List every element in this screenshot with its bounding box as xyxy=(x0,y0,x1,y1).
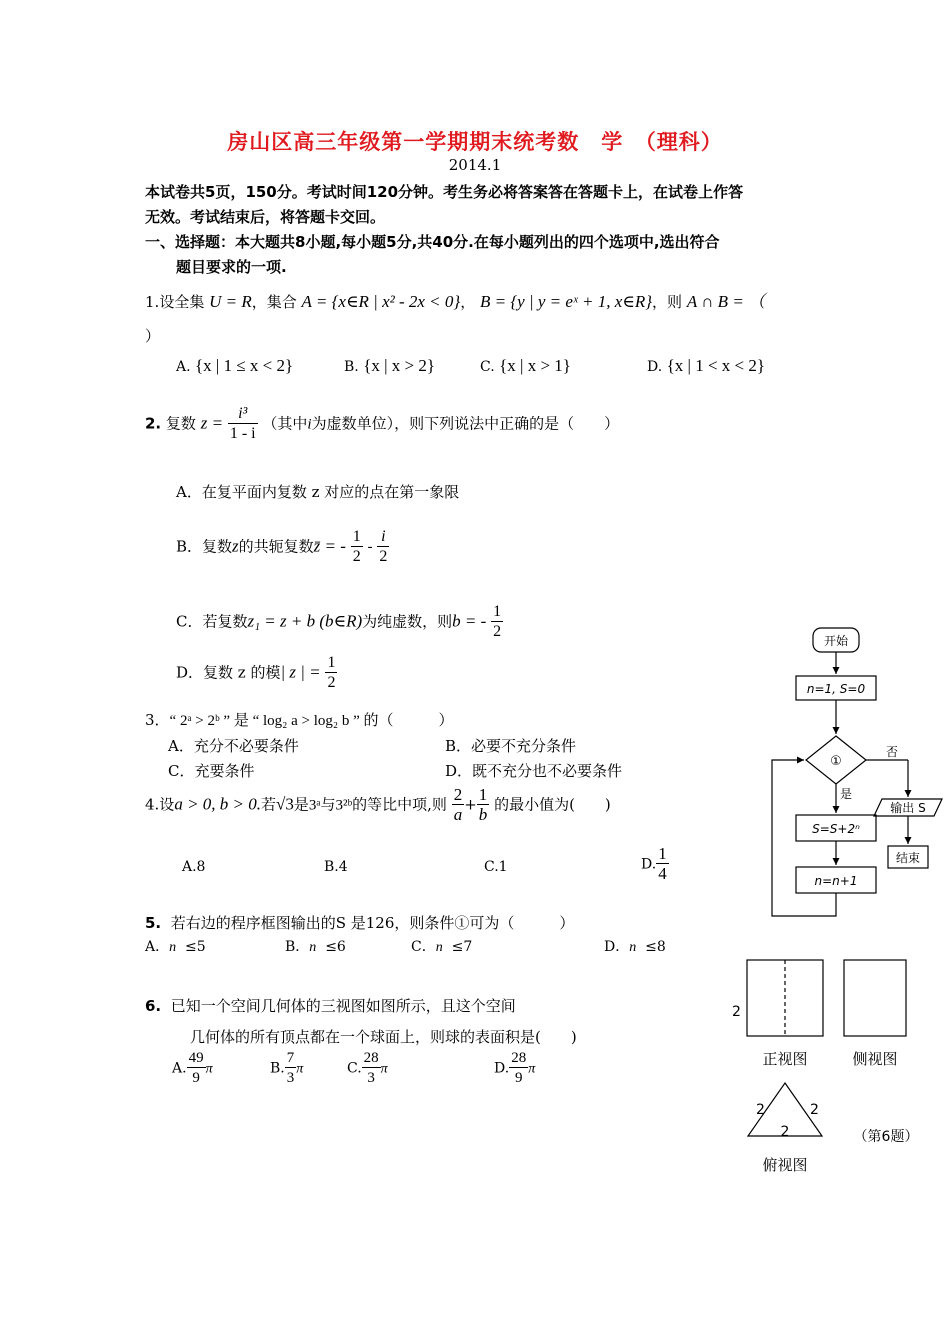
q1-option-a: A. {x | 1 ≤ x < 2} xyxy=(176,356,294,375)
intro-line-1: 本试卷共5页，150分。考试时间120分钟。考生务必将答案答在答题卡上，在试卷上作答 xyxy=(145,183,744,201)
q4-option-d: D. $\frac{1}{4}$ xyxy=(641,844,667,883)
question-3: 3．“ 2ᵃ > 2ᵇ ” 是 “ log₂ a > log₂ b ” 的（ ） xyxy=(145,711,454,729)
figure-caption: （第6题） xyxy=(853,1129,919,1145)
q1-set-a: A = {x∈R | x² - 2x < 0} xyxy=(301,292,461,311)
q1-option-c: C. {x | x > 1} xyxy=(480,356,571,375)
q2-option-c: C．若复数z₁ = z + b (b∈R)为纯虚数，则b = - $\frac{1}{2}$ xyxy=(176,603,502,640)
flow-condition-label: ① xyxy=(830,754,842,769)
flow-output-label: 输出 S xyxy=(890,801,926,815)
q2-option-a: A．在复平面内复数 z 对应的点在第一象限 xyxy=(176,483,460,501)
q2-text-b: （其中 xyxy=(262,414,308,433)
section-heading-line-1: 一、选择题：本大题共8小题,每小题5分,共40分.在每小题列出的四个选项中,选出符合 xyxy=(145,233,720,251)
q6-option-d: D. $\frac{28}{9}$ π xyxy=(494,1050,536,1086)
flow-update-s-label: S=S+2ⁿ xyxy=(812,822,860,836)
exam-date: 2014.1 xyxy=(448,156,502,174)
q2-z: z = xyxy=(200,413,224,433)
flow-end-label: 结束 xyxy=(895,851,921,865)
q3-option-b: B．必要不充分条件 xyxy=(445,737,577,755)
q4-option-c: C.1 xyxy=(484,859,508,875)
question-4: 4.设a > 0, b > 0.若√3是3ᵃ与3²ᵇ的等比中项,则 $\frac{2}{a}$ + $\frac{1}{b}$ 的最小值为( ) xyxy=(145,785,611,824)
q1-text-c: ，则 xyxy=(652,293,683,311)
intro-line-2: 无效。考试结束后，将答题卡交回。 xyxy=(145,208,386,226)
question-1 xyxy=(145,287,765,312)
q2-i: i xyxy=(307,416,312,433)
question-5: 5. 若右边的程序框图输出的S 是126，则条件①可为（ ） xyxy=(145,914,575,932)
flowchart-diagram xyxy=(760,620,950,930)
height-label: 2 xyxy=(732,1004,741,1020)
q2-option-d: D．复数 z 的模| z | = $\frac{1}{2}$ xyxy=(176,654,336,691)
flow-no-label: 否 xyxy=(886,745,899,759)
q4-option-b: B.4 xyxy=(324,859,348,875)
flow-init-label: n=1, S=0 xyxy=(806,682,866,696)
q4-option-a: A.8 xyxy=(182,859,206,875)
q1-universe: U = R xyxy=(209,292,252,311)
q6-option-c: C. $\frac{28}{3}$ π xyxy=(347,1050,388,1086)
side-view-label: 侧视图 xyxy=(852,1050,898,1068)
q2-fraction: $\frac{\text{i³}}{1 - i}$ xyxy=(229,405,256,442)
q6-option-a: A. $\frac{49}{9}$ π xyxy=(172,1050,213,1086)
q2-text-c: 为虚数单位），则下列说法中正确的是（ ） xyxy=(311,414,620,433)
q1-option-d: D. {x | 1 < x < 2} xyxy=(647,356,766,375)
q5-option-d: D．n ≤8 xyxy=(604,939,666,955)
q1-close: ） xyxy=(145,327,161,345)
q1-sep: ， xyxy=(460,293,476,311)
triangle-bottom-label: 2 xyxy=(780,1124,790,1140)
q5-option-c: C．n ≤7 xyxy=(411,939,473,955)
q5-option-b: B．n ≤6 xyxy=(285,939,346,955)
q2-text-a: 复数 xyxy=(165,414,196,433)
q2-number: 2. xyxy=(145,414,162,433)
side-view-box xyxy=(844,960,906,1036)
q3-option-a: A．充分不必要条件 xyxy=(168,737,299,755)
q3-option-c: C．充要条件 xyxy=(168,762,255,780)
triangle-left-label: 2 xyxy=(756,1102,765,1118)
q1-text-b: ，集合 xyxy=(251,293,297,311)
q2-option-b: B．复数z的共轭复数z̄ = - $\frac{1}{2}$ - $\frac{i}{2}$ xyxy=(176,528,388,565)
q1-option-b: B. {x | x > 2} xyxy=(344,356,436,375)
q1-set-b: B = {y | y = eˣ + 1, x∈R} xyxy=(480,292,653,311)
q6-option-b: B. $\frac{7}{3}$ π xyxy=(270,1050,304,1086)
q6-line-2: 几何体的所有顶点都在一个球面上，则球的表面积是( ) xyxy=(190,1028,577,1046)
question-2 xyxy=(145,405,619,444)
three-views-diagram xyxy=(720,950,930,1180)
page-title: 房山区高三年级第一学期期末统考数 学 （理科） xyxy=(227,129,723,154)
section-heading-line-2: 题目要求的一项. xyxy=(176,258,287,276)
triangle-right-label: 2 xyxy=(810,1102,819,1118)
q1-text-a: 设全集 xyxy=(159,293,205,311)
front-view-label: 正视图 xyxy=(762,1050,808,1068)
q1-number: 1. xyxy=(145,293,160,311)
q5-option-a: A．n ≤5 xyxy=(145,939,206,955)
flow-yes-label: 是 xyxy=(840,787,853,801)
top-view-label: 俯视图 xyxy=(762,1156,808,1174)
q1-ask: A ∩ B = （ xyxy=(686,292,766,311)
question-6: 6. 已知一个空间几何体的三视图如图所示，且这个空间 xyxy=(145,997,516,1015)
q3-option-d: D．既不充分也不必要条件 xyxy=(445,762,623,780)
flow-update-n-label: n=n+1 xyxy=(814,874,858,888)
flow-start-label: 开始 xyxy=(823,634,849,648)
